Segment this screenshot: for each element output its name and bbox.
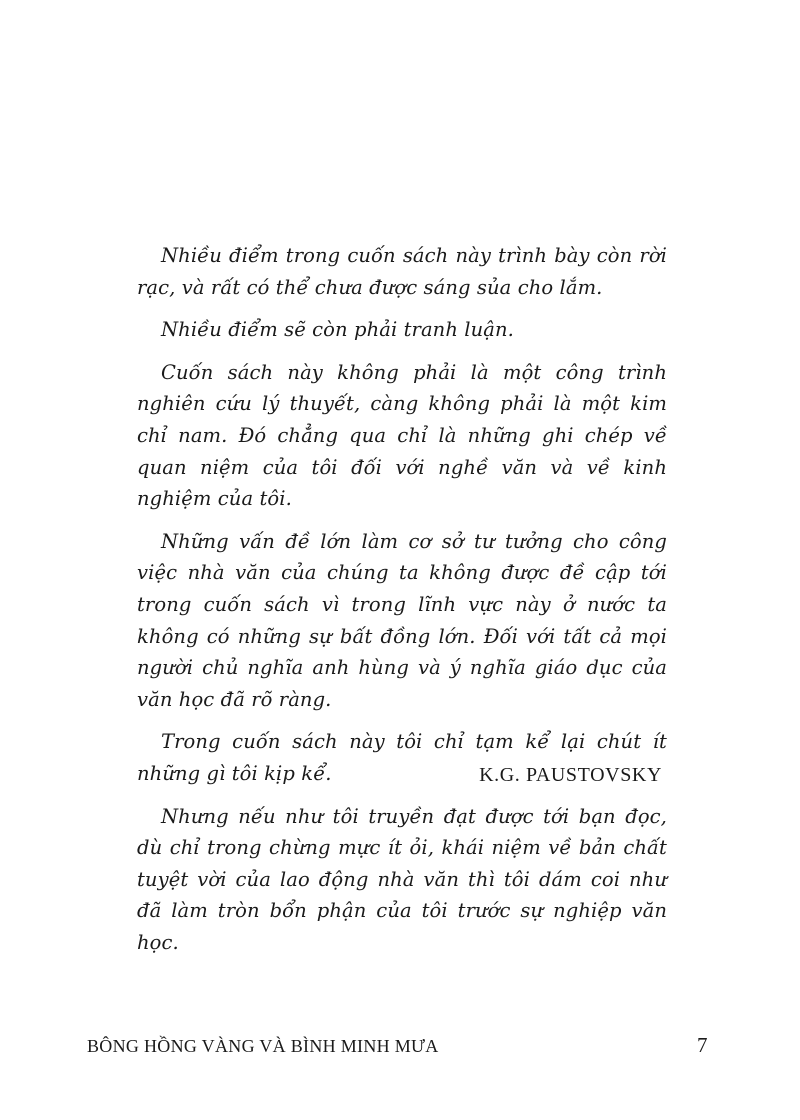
paragraph: Nhiều điểm trong cuốn sách này trình bày còn rời rạc, và rất có thể chưa được sáng sủa cho lắm. xyxy=(137,244,667,299)
paragraph: Nhưng nếu như tôi truyền đạt được tới bạn đọc, dù chỉ trong chừng mực ít ỏi, khái niệm về bản chất tuyệt vời của lao động nhà văn thì tôi dám coi như đã làm tròn bổn phận của tôi trước sự nghiệp văn học. xyxy=(137,804,667,954)
paragraph: Nhiều điểm sẽ còn phải tranh luận. xyxy=(161,318,514,342)
paragraph: Trong cuốn sách này tôi chỉ tạm kể lại chút ít những gì tôi kịp kể. xyxy=(137,730,667,785)
author-signature: K.G. PAUSTOVSKY xyxy=(479,764,662,786)
body-text xyxy=(137,240,667,969)
paragraph: Những vấn đề lớn làm cơ sở tư tưởng cho công việc nhà văn của chúng ta không được đề cập tới trong cuốn sách vì trong lĩnh vực này ở nước ta không có những sự bất đồng lớn. Đối với tất cả mọi người chủ nghĩa anh hùng và ý nghĩa giáo dục của văn học đã rõ ràng. xyxy=(137,529,667,711)
paragraph: Cuốn sách này không phải là một công trình nghiên cứu lý thuyết, càng không phải là một kim chỉ nam. Đó chẳng qua chỉ là những ghi chép về quan niệm của tôi đối với nghề văn và về kinh nghiệm của tôi. xyxy=(137,360,667,511)
running-footer-title: BÔNG HỒNG VÀNG VÀ BÌNH MINH MƯA xyxy=(87,1036,439,1056)
page-number: 7 xyxy=(697,1033,708,1057)
